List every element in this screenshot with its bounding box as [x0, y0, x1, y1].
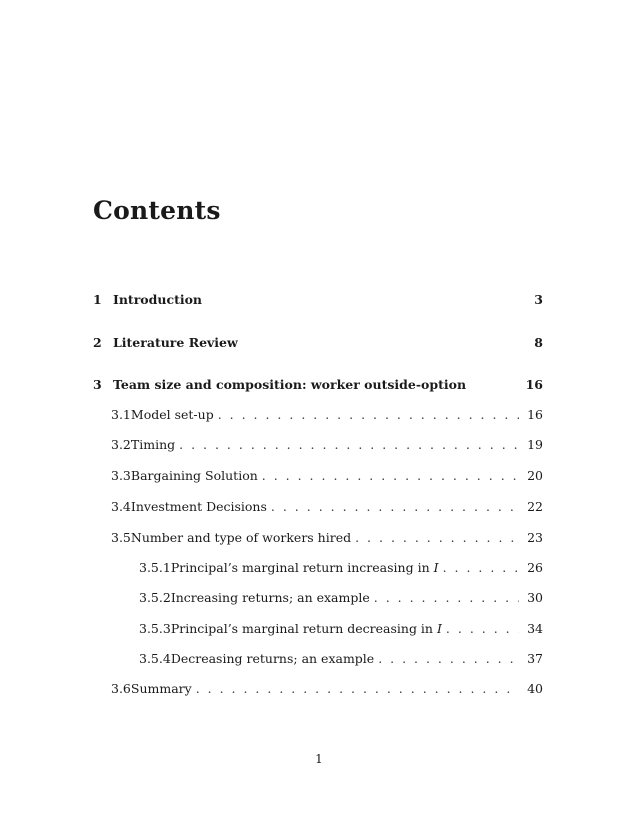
toc-section-3-5[interactable] [111, 530, 543, 550]
toc-page-number: 40 [527, 681, 543, 696]
toc-number: 3.6 [111, 681, 131, 696]
toc-title: Timing [130, 437, 176, 452]
toc-subsection-3-5-2[interactable] [139, 590, 543, 610]
toc-title: Number and type of workers hired [130, 530, 352, 545]
toc-title: Principal’s marginal return increasing in I [170, 560, 439, 575]
toc-page-number: 37 [527, 651, 543, 666]
toc-page-number: 34 [527, 621, 543, 636]
toc-title: Summary [130, 681, 192, 696]
toc-title: Introduction [113, 292, 203, 307]
toc-title: Model set-up [130, 407, 214, 422]
toc-number: 1 [93, 292, 102, 307]
toc-leader-dots [218, 407, 519, 422]
toc-page-number: 22 [527, 499, 543, 514]
toc-number: 3.1 [111, 407, 131, 422]
toc-number: 3.5.2 [139, 590, 171, 605]
toc-subsection-3-5-1[interactable] [139, 560, 543, 580]
toc-page-number: 20 [527, 468, 543, 483]
toc-title: Principal’s marginal return decreasing in I [170, 621, 442, 636]
math-symbol: I [436, 621, 442, 636]
toc-title: Team size and composition: worker outside-option [113, 377, 467, 392]
toc-section-3-2[interactable] [111, 437, 543, 457]
toc-number: 3.3 [111, 468, 131, 483]
toc-chapter-3[interactable] [93, 377, 543, 397]
toc-title: Decreasing returns; an example [170, 651, 375, 666]
toc-leader-dots [179, 437, 519, 452]
toc-page-number: 3 [534, 292, 543, 307]
toc-page-number: 26 [527, 560, 543, 575]
page-title: Contents [93, 196, 221, 225]
toc-leader-dots [443, 560, 519, 575]
toc-number: 3.4 [111, 499, 131, 514]
toc-section-3-1[interactable] [111, 407, 543, 427]
toc-chapter-1[interactable] [93, 292, 543, 312]
toc-section-3-4[interactable] [111, 499, 543, 519]
toc-page-number: 16 [525, 377, 543, 392]
toc-number: 3.5.1 [139, 560, 171, 575]
toc-page-number: 30 [527, 590, 543, 605]
toc-page-number: 16 [527, 407, 543, 422]
toc-section-3-6[interactable] [111, 681, 543, 701]
toc-leader-dots [262, 468, 519, 483]
toc-number: 3.5 [111, 530, 131, 545]
toc-leader-dots [271, 499, 519, 514]
toc-title: Literature Review [113, 335, 238, 350]
toc-number: 3.5.4 [139, 651, 171, 666]
toc-subsection-3-5-4[interactable] [139, 651, 543, 671]
toc-number: 3 [93, 377, 102, 392]
toc-number: 3.2 [111, 437, 131, 452]
toc-leader-dots [378, 651, 519, 666]
toc-page-number: 19 [527, 437, 543, 452]
toc-section-3-3[interactable] [111, 468, 543, 488]
toc-title: Investment Decisions [130, 499, 267, 514]
toc-title: Increasing returns; an example [170, 590, 370, 605]
toc-page-number: 23 [527, 530, 543, 545]
math-symbol: I [433, 560, 439, 575]
toc-leader-dots [355, 530, 519, 545]
toc-leader-dots [374, 590, 519, 605]
toc-chapter-2[interactable] [93, 335, 543, 355]
toc-leader-dots [196, 681, 519, 696]
toc-title: Bargaining Solution [130, 468, 258, 483]
toc-number: 2 [93, 335, 102, 350]
toc-number: 3.5.3 [139, 621, 171, 636]
toc-subsection-3-5-3[interactable] [139, 621, 543, 641]
toc-leader-dots [446, 621, 519, 636]
footer-page-number: 1 [315, 752, 323, 766]
toc-page-number: 8 [534, 335, 543, 350]
